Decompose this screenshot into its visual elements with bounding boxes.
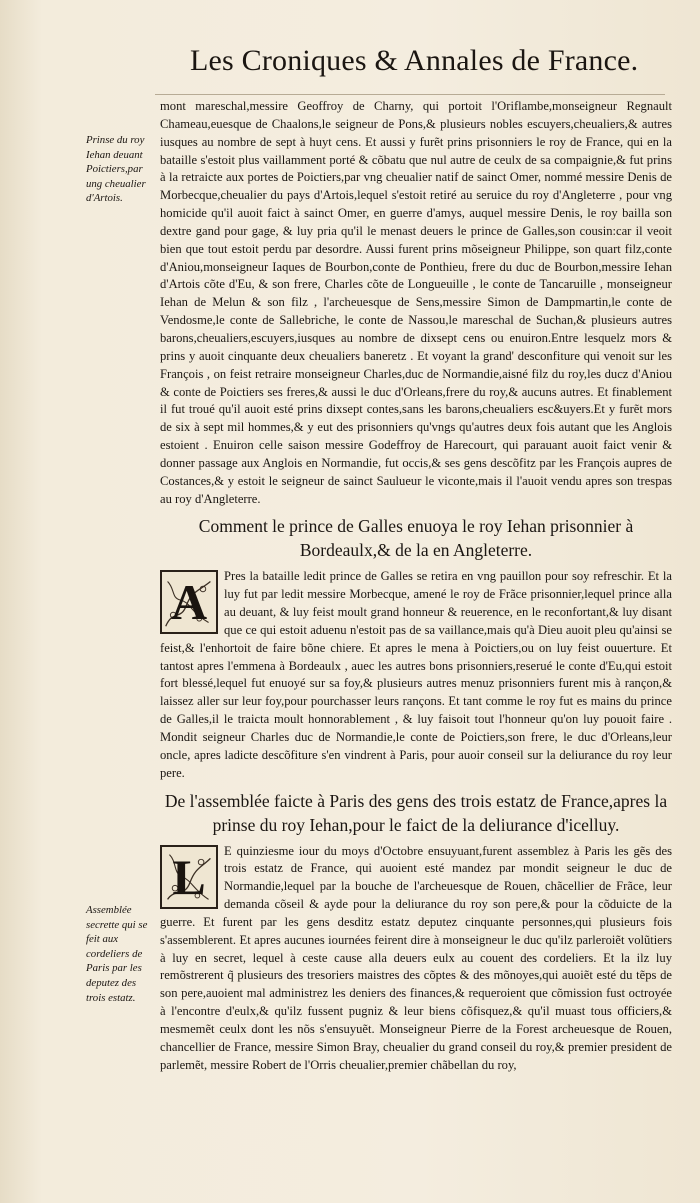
paragraph-king-sent-to-bordeaux: Pres la bataille ledit prince de Galles se retira en vng pauillon pour soy refreschir. Et la luy fut par ledit messire Morbecque, amené le roy de Frãce prisonnier,lequel prince alla au deuant, & luy feist moult grand honneur & reuerence, en le reconfortant,& luy disant que ce qui estoit aduenu n'estoit pas de sa vaillance,mais qu'à Dieu auoit pleu qu'ainsi se feist,& l'enhortoit de faire bõne chiere. Et apres le mena à Poictiers,ou on luy feist ouuerture. Et tantost apres l'emmena à Bordeaulx , auec les autres bons prisonniers,reserué le conte d'Eu,qui estoit fort blessé,lequel fut enuoyé sur sa foy,& plusieurs autres menuz prisonniers furent mis à rançon,& laissez aller sur leur foy,pour pourchasser leurs rançons. Et tant comme le roy fut es mains du prince de Galles,il le traicta moult honnorablement , & luy faisoit tout l'honneur qu'on luy pouoit faire . Mondit seigneur Charles duc de Normandie,le conte de Poictiers,son frere, le duc d'Orleans,leur oncle, apres ladicte descõfiture s'en vindrent à Paris, pour auoir conseil sur la deliurance du roy leur pere.: [160, 569, 672, 780]
section-heading-prince-of-wales: Comment le prince de Galles enuoya le roy Iehan prisonnier à Bordeaulx,& de la en Angleterre.: [198, 516, 634, 561]
ornamental-initial-a: [160, 570, 218, 634]
ornamental-initial-l: [160, 845, 218, 909]
page-title: Les Croniques & Annales de France.: [190, 44, 639, 77]
section-heading-three-estates: De l'assemblée faicte à Paris des gens des trois estatz de France,apres la prinse du roy Iehan,pour le faict de la deliurance d'icelluy.: [164, 790, 668, 835]
paragraph-assembly-of-estates: E quinziesme iour du moys d'Octobre ensuyuant,furent assemblez à Paris les gẽs des trois estatz de France, qui auoient esté mandez par mondit seigneur le duc de Normandie,lequel par la bouche de l'archeuesque de Rouen, chãcellier de Frãce, leur demanda cõseil & ayde pour la deliurance du roy son pere,& pour la cõduicte de la guerre. Et furent par les gens desditz estatz deputez cinquante personnes,qui plusieurs fois s'assemblerent. Et apres aucunes iournées feirent dire à monseigneur le duc qu'ilz parleroiẽt volũtiers à luy en secret, lequel à ceste cause alla deuers eulx au couent des cordeliers. Et la ilz luy remõstrerent q̃ plusieurs des tresoriers maistres des cõptes & des mõnoyes,qui auoiẽt esté du tẽps de son pere,auoient mal administrez les deniers des finances,& requeroient que cõmission fust octroyée à l'encontre d'eulx,& qu'ilz fussent pugniz & leur biens cõfisquez,& qu'il muast tous officiers,& mesmemẽt ceulx dont les nõs s'ensuyuẽt. Monseigneur Pierre de la Forest archeuesque de Rouen, chancellier de France, messire Simon Bray, cheualier du grand conseil du roy,& premier president de parlemẽt, messire Robert de l'Orris cheualier,premier chãbellan du roy,: [160, 843, 672, 1072]
margin-note-capture-of-king: Prinse du roy Iehan deuant Poictiers,par ung cheualier d'Artois.: [86, 134, 146, 205]
margin-note-secret-assembly: Assemblée secrette qui se feit aux cordeliers de Paris par les deputez des trois estatz.: [86, 904, 148, 1004]
header-rule: [155, 94, 665, 95]
paragraph-battle-aftermath: mont mareschal,messire Geoffroy de Charny, qui portoit l'Oriflambe,monseigneur Regnault Chameau,euesque de Chaalons,le seigneur de Pons,& plusieurs nobles escuyers,cheualiers,& autres iusques au nombre de sept à huyt cens. Et aussi y furẽt prins prisonniers le roy de France, qui en la bataille s'estoit plus vaillamment porté & cõbatu que nul autre de ceulx de sa compaignie,& fut prins à la retraicte aux portes de Poictiers,par vng cheualier natif de sainct Omer, nommé messire Denis de Morbecque,cheualier du pays d'Artois,lequel s'estoit retiré au seruice du roy d'Angleterre , pour vng homicide qu'il auoit faict à sainct Omer, en guerre d'amys, auquel messire Denis, le roy bailla son dextre gand pour gage, & luy pria qu'il le menast deuers le prince de Galles,son cousin:car il veoit bien que tout estoit perdu par desordre. Aussi furent prins mõseigneur Philippe, son quart filz,conte d'Aniou,monseigneur Iaques de Bourbon,conte de Ponthieu, frere du duc de Bourbon,messire Iehan d'Artois cõte d'Eu, & son frere, Charles cõte de Longueuille , le conte de Tancaruille , monseigneur Iehan de Melun & son filz , l'archeuesque de Sens,messire Simon de Dampmartin,le conte de Vendosme,le conte de Sallebriche, le conte de Nassou,le mareschal de Suchan,& plusieurs autres barons,cheualiers,escuyers,iusques au nombre de dixsept cens ou enuiron.Entre lesquelz mors & prins y auoit cinquante deux cheualiers baneretz . Et voyant la grand' desconfiture qui venoit sur les François , on feist retraire monseigneur Charles,duc de Normandie,aisné filz du roy,les ducz d'Aniou & conte de Poictiers ses freres,& aussi le duc d'Orleans,frere du roy,& aucuns autres. Et finablement il fut troué qu'il auoit esté prins dixsept contes,sans les barons,cheualiers esc&uyers.Et y furẽt mors de six à sept mil hommes,& y eut des prisonniers qu'vngs qu'autres deux fois autant que les Anglois estoient . Enuiron celle saison messire Godeffroy de Harecourt, qui parauant auoit faict venir & donner passage aux Anglois en Normandie, fut occis,& ses gens descõfitz par les François aupres de Costances,& y estoit le seigneur de sainct Saulueur le viconte,mais il l'auoit vendu apres son trespas au roy d'Angleterre.: [160, 99, 672, 506]
main-text-column: [160, 98, 672, 1075]
initial-letter: L: [172, 848, 206, 905]
initial-letter: A: [170, 574, 208, 631]
